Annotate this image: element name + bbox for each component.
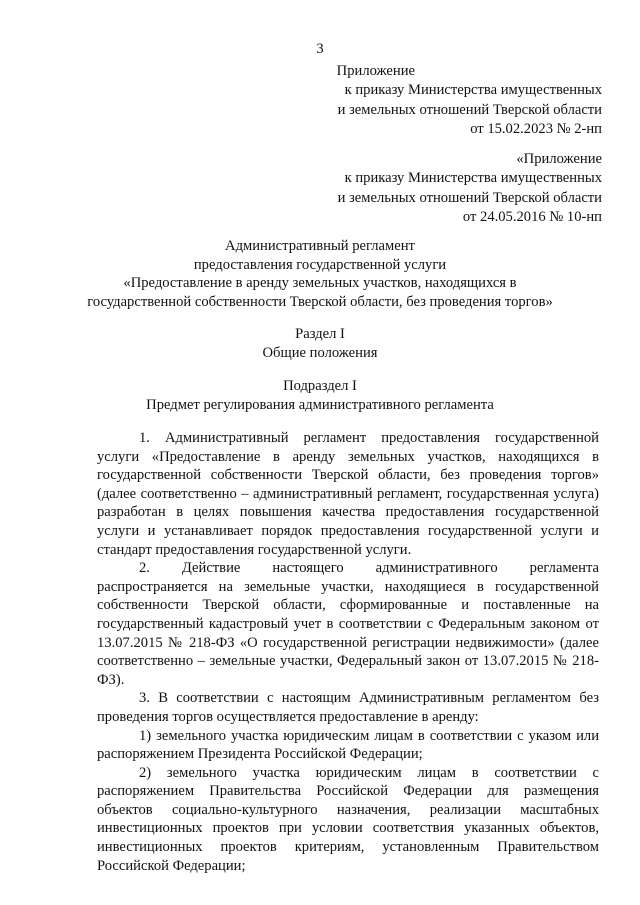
paragraph: 1. Административный регламент предоставления государственной услуги «Предоставление в аренду земельных участков, находящихся в государственной собственности Тверской области, без проведения торгов» (далее соответственно – административный регламент, государственная услуга) разработан в целях повышения качества предоставления государственной услуги и устанавливает порядок предоставления государственной услуги и стандарт предоставления государственной услуги. <box>97 430 599 558</box>
approval-line: Приложение <box>336 63 415 79</box>
body-text <box>97 429 599 875</box>
title-line: «Предоставление в аренду земельных участков, находящихся в <box>123 275 517 292</box>
title-line: государственной собственности Тверской области, без проведения торгов» <box>87 293 553 310</box>
subsection-heading <box>60 377 580 416</box>
approval-line: от 15.02.2023 № 2-нп <box>470 121 602 138</box>
title-line: Административный регламент <box>225 238 415 254</box>
approval-line: и земельных отношений Тверской области <box>337 101 602 118</box>
section-number: Раздел I <box>295 326 345 342</box>
document-title <box>60 237 580 311</box>
section-heading <box>60 325 580 364</box>
paragraph: 1) земельного участка юридическим лицам в соответствии с указом или распоряжением Президента Российской Федерации; <box>97 727 599 763</box>
subsection-name: Предмет регулирования административного регламента <box>146 397 494 414</box>
approval-stamp-previous <box>338 150 602 228</box>
paragraph: 2) земельного участка юридическим лицам в соответствии с распоряжением Правительства Российской Федерации для размещения объектов социально-культурного назначения, реализации масштабных инвестиционных проектов при условии соответствия указанных объектов, инвестиционных проектов критериям, установленным Правительством Российской Федерации; <box>97 764 599 874</box>
approval-line: от 24.05.2016 № 10-нп <box>462 209 602 226</box>
approval-line: «Приложение <box>516 151 602 167</box>
approval-stamp-current <box>337 62 602 140</box>
paragraph: 3. В соответствии с настоящим Административным регламентом без проведения торгов осуществляется предоставление в аренду: <box>97 690 599 725</box>
page-number: 3 <box>316 41 324 57</box>
approval-line: к приказу Министерства имущественных <box>344 170 602 187</box>
approval-line: к приказу Министерства имущественных <box>344 82 602 99</box>
section-name: Общие положения <box>262 345 378 362</box>
subsection-number: Подраздел I <box>283 378 357 394</box>
approval-line: и земельных отношений Тверской области <box>337 189 602 206</box>
title-line: предоставления государственной услуги <box>193 256 447 273</box>
paragraph: 2. Действие настоящего административного регламента распространяется на земельные участки, находящиеся в государственной собственности Тверской области, сформированные и поставленные на государственный кадастровый учет в соответствии с Федеральным законом от 13.07.2015 № 218-ФЗ «О государственной регистрации недвижимости» (далее соответственно – земельные участки, Федеральный закон от 13.07.2015 № 218-ФЗ). <box>97 560 599 688</box>
